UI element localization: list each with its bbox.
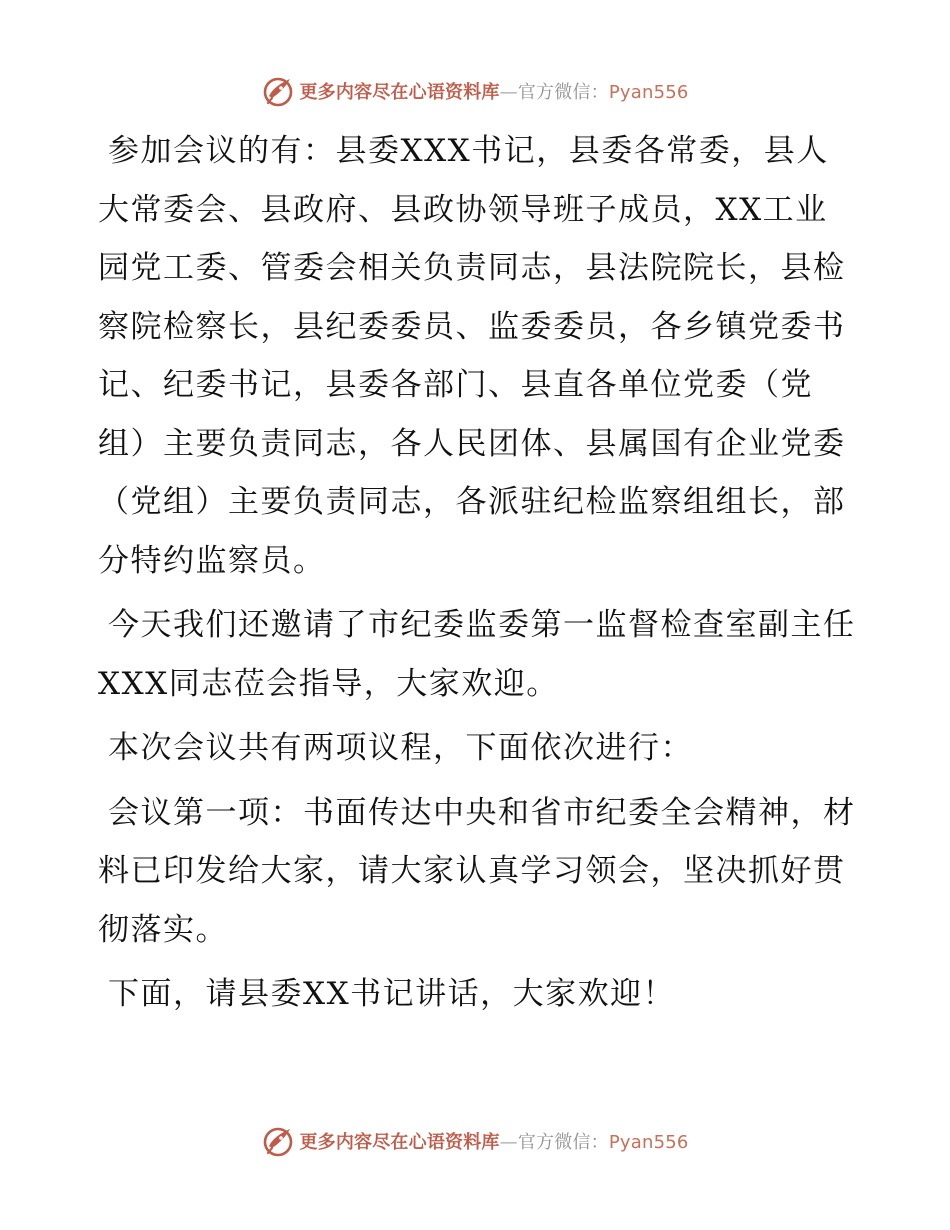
- header-banner-text: [299, 78, 688, 104]
- banner-dash: —: [499, 82, 518, 103]
- pen-nib-circle-icon: [261, 74, 295, 108]
- footer-banner-text: [299, 1128, 688, 1154]
- paragraph-speech-intro: 下面，请县委XX书记讲话，大家欢迎！: [108, 976, 676, 1012]
- paragraph-attendees: 参加会议的有：县委XXX书记，县委各常委，县人大常委会、县政府、县政协领导班子成员，XX工业园党工委、管委会相关负责同志，县法院院长，县检察院检察长，县纪委委员、监委委员，各乡镇党委书记、纪委书记，县委各部门、县直各单位党委（党组）主要负责同志，各人民团体、县属国有企业党委（党组）主要负责同志，各派驻纪检监察组组长，部分特约监察员。: [98, 133, 846, 579]
- paragraph-agenda-item-one: 会议第一项：书面传达中央和省市纪委全会精神，材料已印发给大家，请大家认真学习领会，坚决抓好贯彻落实。: [98, 794, 856, 948]
- paragraph-guest-welcome: 今天我们还邀请了市纪委监委第一监督检查室副主任XXX同志莅会指导，大家欢迎。: [98, 607, 856, 702]
- banner-wechat-id: Pyan556: [608, 82, 689, 103]
- pen-nib-circle-icon: [261, 1124, 295, 1158]
- banner-wechat-id: Pyan556: [608, 1132, 689, 1153]
- banner-site-name: 更多内容尽在心语资料库: [299, 82, 500, 103]
- header-watermark-banner: [0, 71, 950, 111]
- document-body: [98, 122, 858, 1030]
- banner-official-label: 官方微信：: [517, 1132, 609, 1153]
- banner-dash: —: [499, 1132, 518, 1153]
- footer-watermark-banner: [0, 1121, 950, 1161]
- banner-official-label: 官方微信：: [517, 82, 609, 103]
- paragraph-agenda-intro: 本次会议共有两项议程，下面依次进行：: [108, 730, 693, 766]
- banner-site-name: 更多内容尽在心语资料库: [299, 1132, 500, 1153]
